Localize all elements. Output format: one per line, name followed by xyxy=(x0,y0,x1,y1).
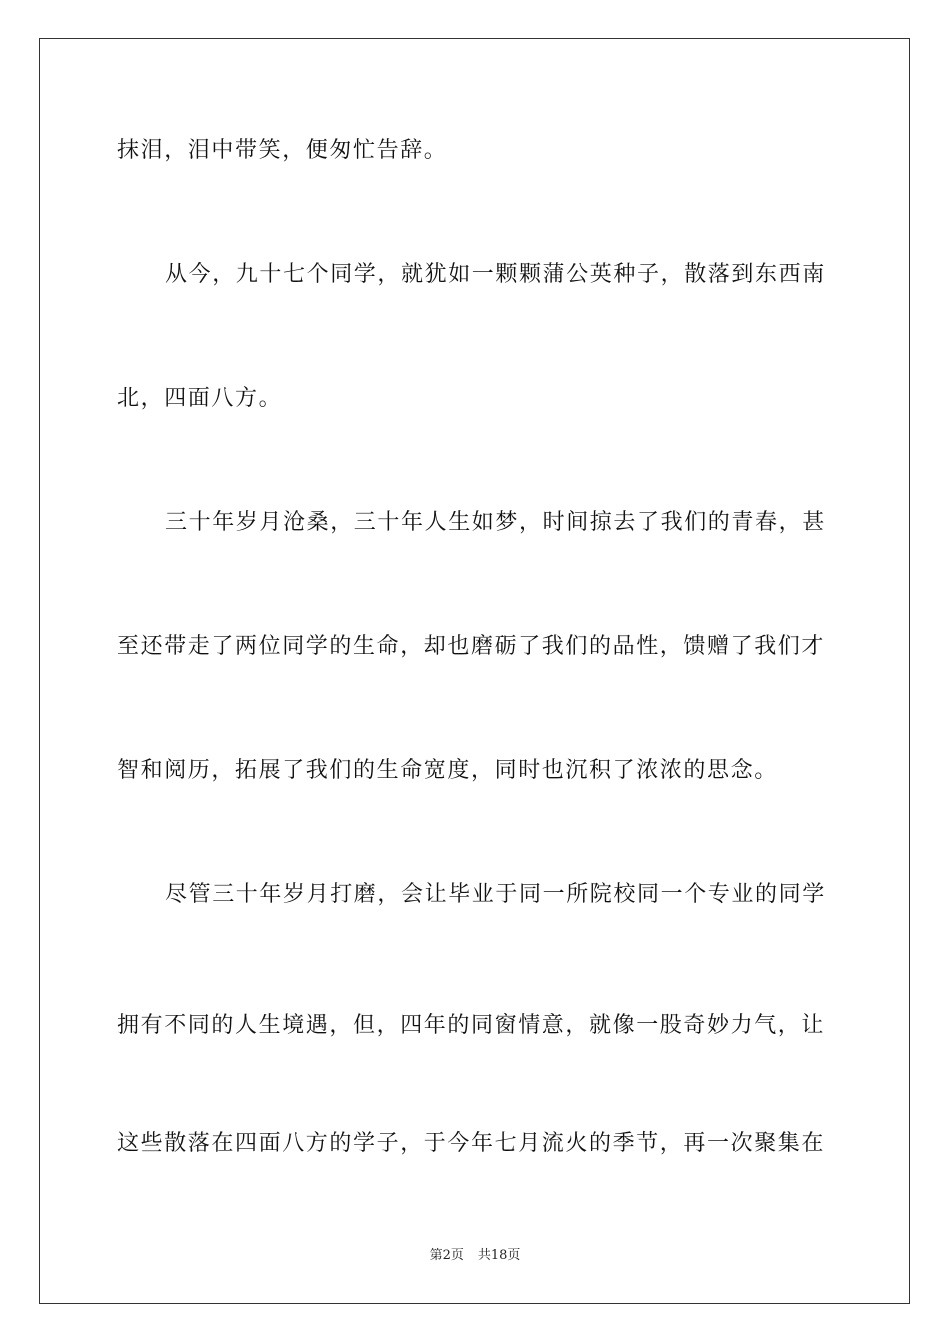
page-footer xyxy=(0,1247,950,1265)
paragraph-start-line: 从今，九十七个同学，就犹如一颗颗蒲公英种子，散落到东西南 xyxy=(165,262,826,287)
paragraph-start-line: 尽管三十年岁月打磨，会让毕业于同一所院校同一个专业的同学 xyxy=(165,882,826,907)
text-line: 抹泪，泪中带笑，便匆忙告辞。 xyxy=(117,138,448,163)
text-line: 北，四面八方。 xyxy=(117,386,283,411)
paragraph-start-line: 三十年岁月沧桑，三十年人生如梦，时间掠去了我们的青春，甚 xyxy=(165,510,826,535)
text-line: 拥有不同的人生境遇，但，四年的同窗情意，就像一股奇妙力气，让 xyxy=(117,1013,826,1038)
page-border xyxy=(39,38,910,1304)
text-line: 这些散落在四面八方的学子，于今年七月流火的季节，再一次聚集在 xyxy=(117,1131,826,1156)
text-line: 至还带走了两位同学的生命，却也磨砺了我们的品性，馈赠了我们才 xyxy=(117,634,826,659)
total-pages: 共18页 xyxy=(477,1248,521,1263)
text-line: 智和阅历，拓展了我们的生命宽度，同时也沉积了浓浓的思念。 xyxy=(117,758,778,783)
page-number: 第2页 xyxy=(429,1248,464,1263)
